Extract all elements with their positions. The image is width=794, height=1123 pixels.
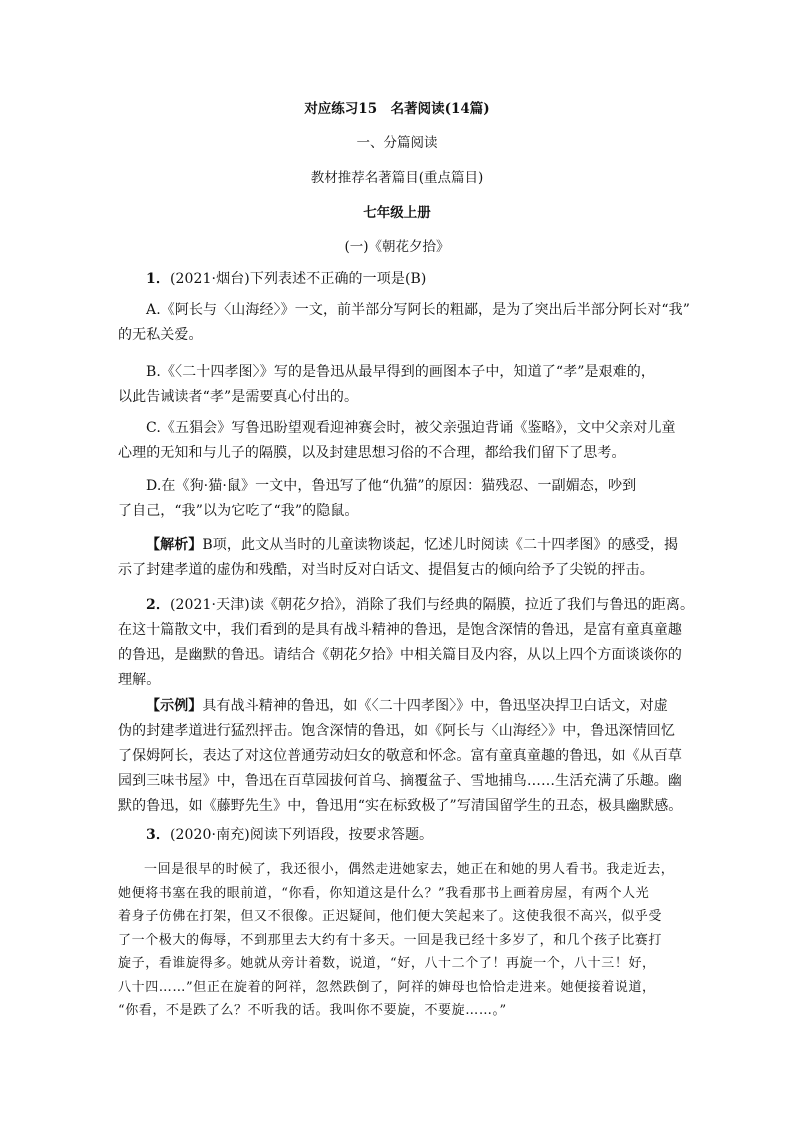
section-heading: 一、分篇阅读: [356, 135, 438, 151]
analysis-block: 【解析】B项，此文从当时的儿童读物谈起，忆述儿时阅读《二十四孝图》的感受，揭 示了封建孝道的虚伪和残酷，对当时反对白话文、提倡复古的倾向给予了尖锐的抨击。: [118, 537, 679, 578]
reading-excerpt: 一回是很早的时候了，我还很小，偶然走进她家去，她正在和她的男人看书。我走近去， 她便将书塞在我的眼前道，“你看，你知道这是什么？”我看那书上画着房屋，有两个人光 着身子仿佛在打架，但又不很像。正迟疑间，他们便大笑起来了。这使我很不高兴，似乎受 了一个极大的侮辱，不到那里去大约有十多天。一回是我已经十多岁了，和几个孩子比赛打 旋子，看谁旋得多。她就从旁计着数，说道，“好，八十二个了！再旋一个，八十三！好， 八十四……”但正在旋着的阿祥，忽然跌倒了，阿祥的婶母也恰恰走进来。她便接着说道， “你看，不是跌了么？不听我的话。我叫你不要旋，不要旋……。”: [118, 862, 675, 1018]
question-2-stem: 2．(2021·天津)读《朝花夕拾》，消除了我们与经典的隔膜，拉近了我们与鲁迅的距离。 在这十篇散文中，我们看到的是具有战斗精神的鲁迅，是饱含深情的鲁迅，是富有童真童趣 的鲁迅，是幽默的鲁迅。请结合《朝花夕拾》中相关篇目及内容，从以上四个方面谈谈你的 理解。: [118, 597, 695, 688]
option-c: C.《五猖会》写鲁迅盼望观看迎神赛会时，被父亲强迫背诵《鉴略》，文中父亲对儿童 心理的无知和与儿子的隔膜，以及封建思想习俗的不合理，都给我们留下了思考。: [118, 420, 676, 461]
page-title: 对应练习15 名著阅读(14篇): [304, 101, 490, 117]
example-answer: 【示例】具有战斗精神的鲁迅，如《〈二十四孝图〉》中，鲁迅坚决捍卫白话文，对虚 伪的封建孝道进行猛烈抨击。饱含深情的鲁迅，如《阿长与〈山海经〉》中，鲁迅深情回忆 了保姆阿长，表达了对这位普通劳动妇女的敬意和怀念。富有童真童趣的鲁迅，如《从百草 园到三味书屋》中，鲁迅在百草园拔何首乌、摘覆盆子、雪地捕鸟……生活充满了乐趣。幽 默的鲁迅，如《藤野先生》中，鲁迅用“实在标致极了”写清国留学生的丑态，极具幽默感。: [118, 698, 683, 814]
option-a: A.《阿长与〈山海经〉》一文，前半部分写阿长的粗鄙，是为了突出后半部分阿长对“我” 的无私关爱。: [118, 302, 690, 343]
option-b: B.《〈二十四孝图〉》写的是鲁迅从最早得到的画图本子中，知道了“孝”是艰难的， 以此告诫读者“孝”是需要真心付出的。: [118, 364, 655, 405]
grade-heading: 七年级上册: [363, 205, 431, 221]
analysis-tag: 【解析】: [146, 537, 203, 553]
book-heading: (一)《朝花夕拾》: [344, 239, 450, 255]
question-1-stem: 1．(2021·烟台)下列表述不正确的一项是(B): [146, 271, 427, 287]
question-number: 3．: [146, 827, 170, 843]
example-tag: 【示例】: [146, 698, 203, 714]
question-number: 1．: [146, 271, 170, 287]
question-3-stem: 3．(2020·南充)阅读下列语段，按要求答题。: [146, 827, 434, 843]
question-number: 2．: [146, 597, 170, 613]
option-d: D.在《狗·猫·鼠》一文中，鲁迅写了他“仇猫”的原因：猫残忍、一副媚态，吵到 了自己，“我”以为它吃了“我”的隐鼠。: [118, 478, 637, 519]
subsection-heading: 教材推荐名著篇目(重点篇目): [310, 170, 484, 186]
